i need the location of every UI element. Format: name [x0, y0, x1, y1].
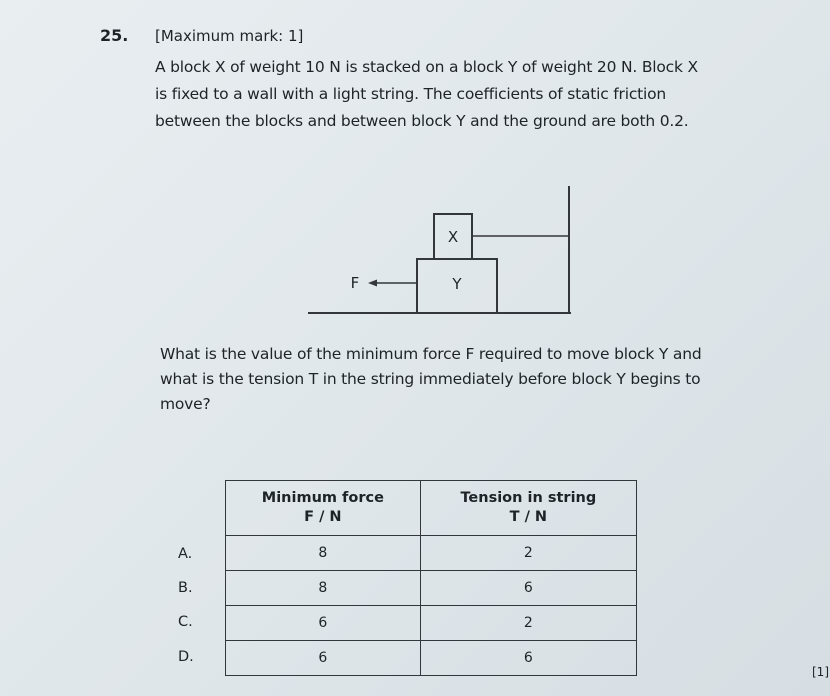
tension-cell: 6	[420, 641, 636, 676]
question-line: What is the value of the minimum force F required to move block Y and	[160, 345, 702, 363]
option-d-letter[interactable]: D.	[178, 649, 194, 665]
block-x-label: X	[447, 228, 459, 246]
force-cell: 6	[226, 641, 421, 676]
tension-cell: 6	[420, 571, 636, 606]
question-prompt	[160, 342, 740, 417]
table-row	[226, 641, 637, 676]
question-line: what is the tension T in the string immediately before block Y begins to	[160, 370, 701, 388]
option-a-letter[interactable]: A.	[178, 546, 193, 562]
header-line: Tension in string	[460, 490, 597, 506]
header-tension	[420, 481, 636, 536]
header-minimum-force	[226, 481, 421, 536]
question-stem	[155, 54, 725, 135]
question-number: 25.	[100, 26, 129, 45]
force-label: F	[350, 274, 360, 292]
block-y-label: Y	[452, 275, 462, 293]
force-cell: 8	[226, 536, 421, 571]
header-line: Minimum force	[261, 490, 384, 506]
tension-cell: 2	[420, 606, 636, 641]
stem-line: is fixed to a wall with a light string. The coefficients of static friction	[155, 85, 667, 103]
option-c-letter[interactable]: C.	[178, 614, 193, 630]
stem-line: A block X of weight 10 N is stacked on a block Y of weight 20 N. Block X	[155, 58, 698, 76]
stem-line: between the blocks and between block Y and the ground are both 0.2.	[155, 112, 689, 130]
table-row	[226, 606, 637, 641]
force-cell: 6	[226, 606, 421, 641]
header-line: F / N	[304, 509, 342, 525]
header-line: T / N	[509, 509, 548, 525]
table-header-row	[226, 481, 637, 536]
table-row	[226, 571, 637, 606]
table-row	[226, 536, 637, 571]
mark-allocation: [1]	[812, 665, 829, 679]
force-arrow-head	[368, 280, 377, 287]
max-mark: [Maximum mark: 1]	[155, 27, 304, 45]
force-cell: 8	[226, 571, 421, 606]
option-b-letter[interactable]: B.	[178, 580, 193, 596]
question-line: move?	[160, 395, 211, 413]
blocks-diagram	[300, 180, 580, 320]
tension-cell: 2	[420, 536, 636, 571]
answer-table	[225, 480, 637, 676]
